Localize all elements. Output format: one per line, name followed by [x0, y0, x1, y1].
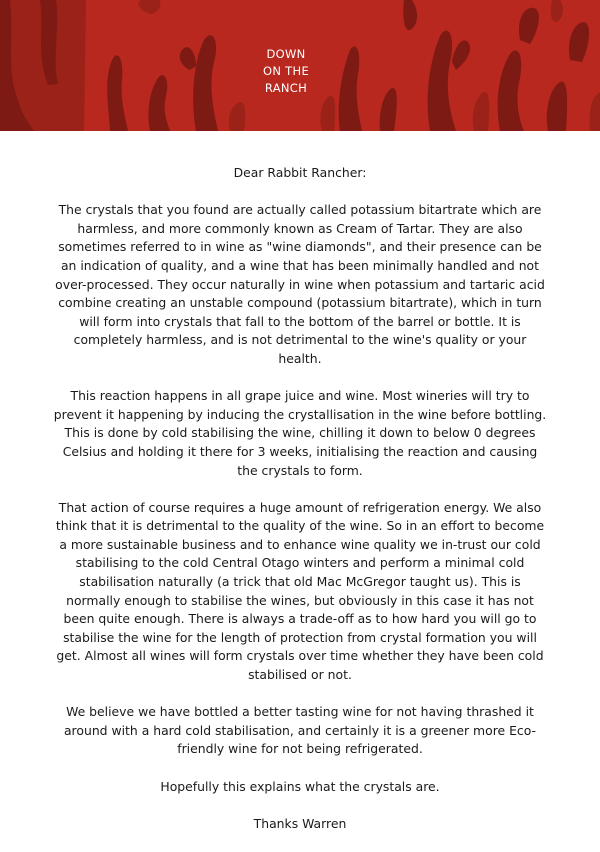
letter-paragraph: The crystals that you found are actually called potassium bitartrate which are harmless, and more commonly known as Cream of Tartar. They are also sometimes referred to in wine as "wine diamonds", and their presence can be an indication of quality, and a wine that has been minimally handled and not over-processed. They occur naturally in wine when potassium and tartaric acid combine creating an unstable compound (potassium bitartrate), which in turn will form into crystals that fall to the bottom of the barrel or bottle. It is completely harmless, and is not detrimental to the wine's quality or your health. [55, 202, 545, 366]
letter-paragraph: That action of course requires a huge amount of refrigeration energy. We also think that it is detrimental to the quality of the wine. So in an effort to become a more sustainable business and to enhance wine quality we in-trust our cold stabilising to the cold Central Otago winters and perform a minimal cold stabilisation naturally (a trick that old Mac McGregor taught us). This is normally enough to stabilise the wines, but obviously in this case it has not been quite enough. There is always a trade-off as to how hard you will go to stabilise the wine for the length of protection from crystal formation you will get. Almost all wines will form crystals over time whether they have been cold stabilised or not. [55, 499, 545, 683]
brand-line: DOWN [266, 47, 306, 61]
letter-signoff: Thanks Warren [253, 815, 347, 831]
letter-paragraph: We believe we have bottled a better tasting wine for not having thrashed it around with a hard cold stabilisation, and certainly it is a greener more Eco-friendly wine for not being refrigerated. [63, 704, 537, 757]
letter-salutation: Dear Rabbit Rancher: [233, 165, 367, 180]
brand-line: RANCH [264, 81, 308, 95]
brand-wordmark [254, 46, 318, 97]
letter-paragraph: This reaction happens in all grape juice and wine. Most wineries will try to prevent it happening by inducing the crystallisation in the wine before bottling. This is done by cold stabilising the wine, chilling it down to below 0 degrees Celsius and holding it there for 3 weeks, initialising the reaction and causing the crystals to form. [53, 388, 547, 478]
header-banner [0, 0, 600, 131]
letter-body [52, 164, 548, 852]
brand-line: ON THE [262, 64, 310, 78]
letter-paragraph: Hopefully this explains what the crystals are. [160, 778, 440, 794]
